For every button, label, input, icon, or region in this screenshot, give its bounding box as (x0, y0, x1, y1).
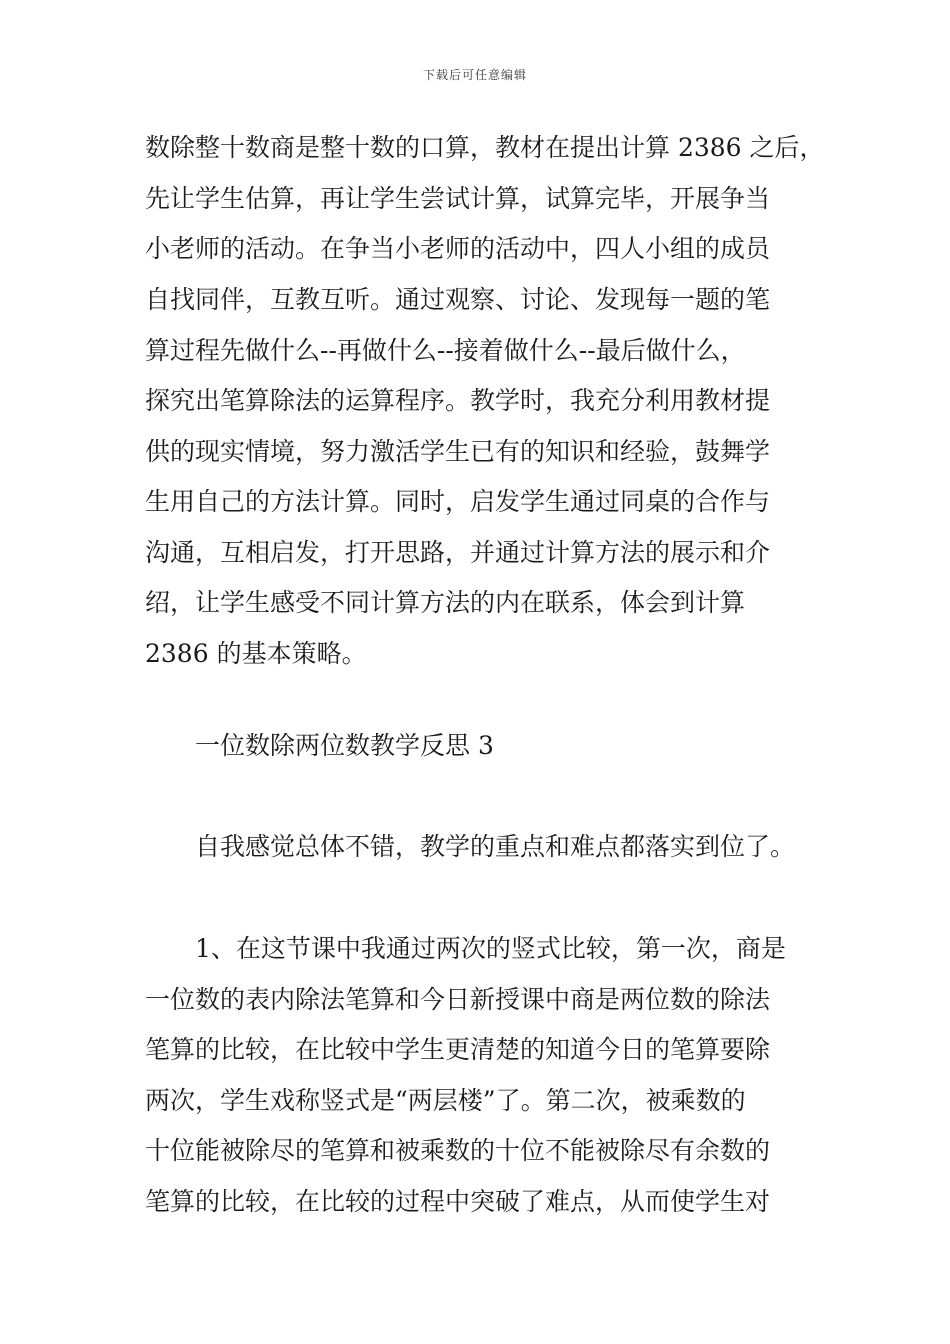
text-line: 笔算的比较，在比较的过程中突破了难点，从而使学生对 (145, 1187, 771, 1216)
text-line: 自找同伴，互教互听。通过观察、讨论、发现每一题的笔 (145, 285, 771, 314)
text-line: 绍，让学生感受不同计算方法的内在联系，体会到计算 (145, 588, 746, 617)
text-line: 生用自己的方法计算。同时，启发学生通过同桌的合作与 (145, 487, 771, 516)
text-line: 沟通，互相启发，打开思路，并通过计算方法的展示和介 (145, 538, 771, 567)
paragraph-2: 自我感觉总体不错，教学的重点和难点都落实到位了。 (195, 832, 796, 861)
text-line: 十位能被除尽的笔算和被乘数的十位不能被除尽有余数的 (145, 1136, 771, 1165)
text-line: 算过程先做什么--再做什么--接着做什么--最后做什么， (145, 336, 746, 365)
text-line: 笔算的比较，在比较中学生更清楚的知道今日的笔算要除 (145, 1035, 771, 1064)
section-title: 一位数除两位数教学反思 3 (195, 731, 494, 760)
text-line: 供的现实情境，努力激活学生已有的知识和经验，鼓舞学 (145, 437, 771, 466)
text-line: 探究出笔算除法的运算程序。教学时，我充分利用教材提 (145, 386, 771, 415)
text-line: 2386 的基本策略。 (145, 639, 367, 668)
text-line: 1、在这节课中我通过两次的竖式比较，第一次，商是 (195, 934, 786, 963)
text-line: 两次，学生戏称竖式是“两层楼”了。第二次，被乘数的 (145, 1086, 746, 1115)
text-line: 先让学生估算，再让学生尝试计算，试算完毕，开展争当 (145, 184, 771, 213)
text-line: 小老师的活动。在争当小老师的活动中，四人小组的成员 (145, 234, 771, 263)
text-line: 一位数的表内除法笔算和今日新授课中商是两位数的除法 (145, 985, 771, 1014)
page-header: 下载后可任意编辑 (422, 68, 527, 82)
text-line: 数除整十数商是整十数的口算，教材在提出计算 2386 之后， (145, 133, 825, 162)
